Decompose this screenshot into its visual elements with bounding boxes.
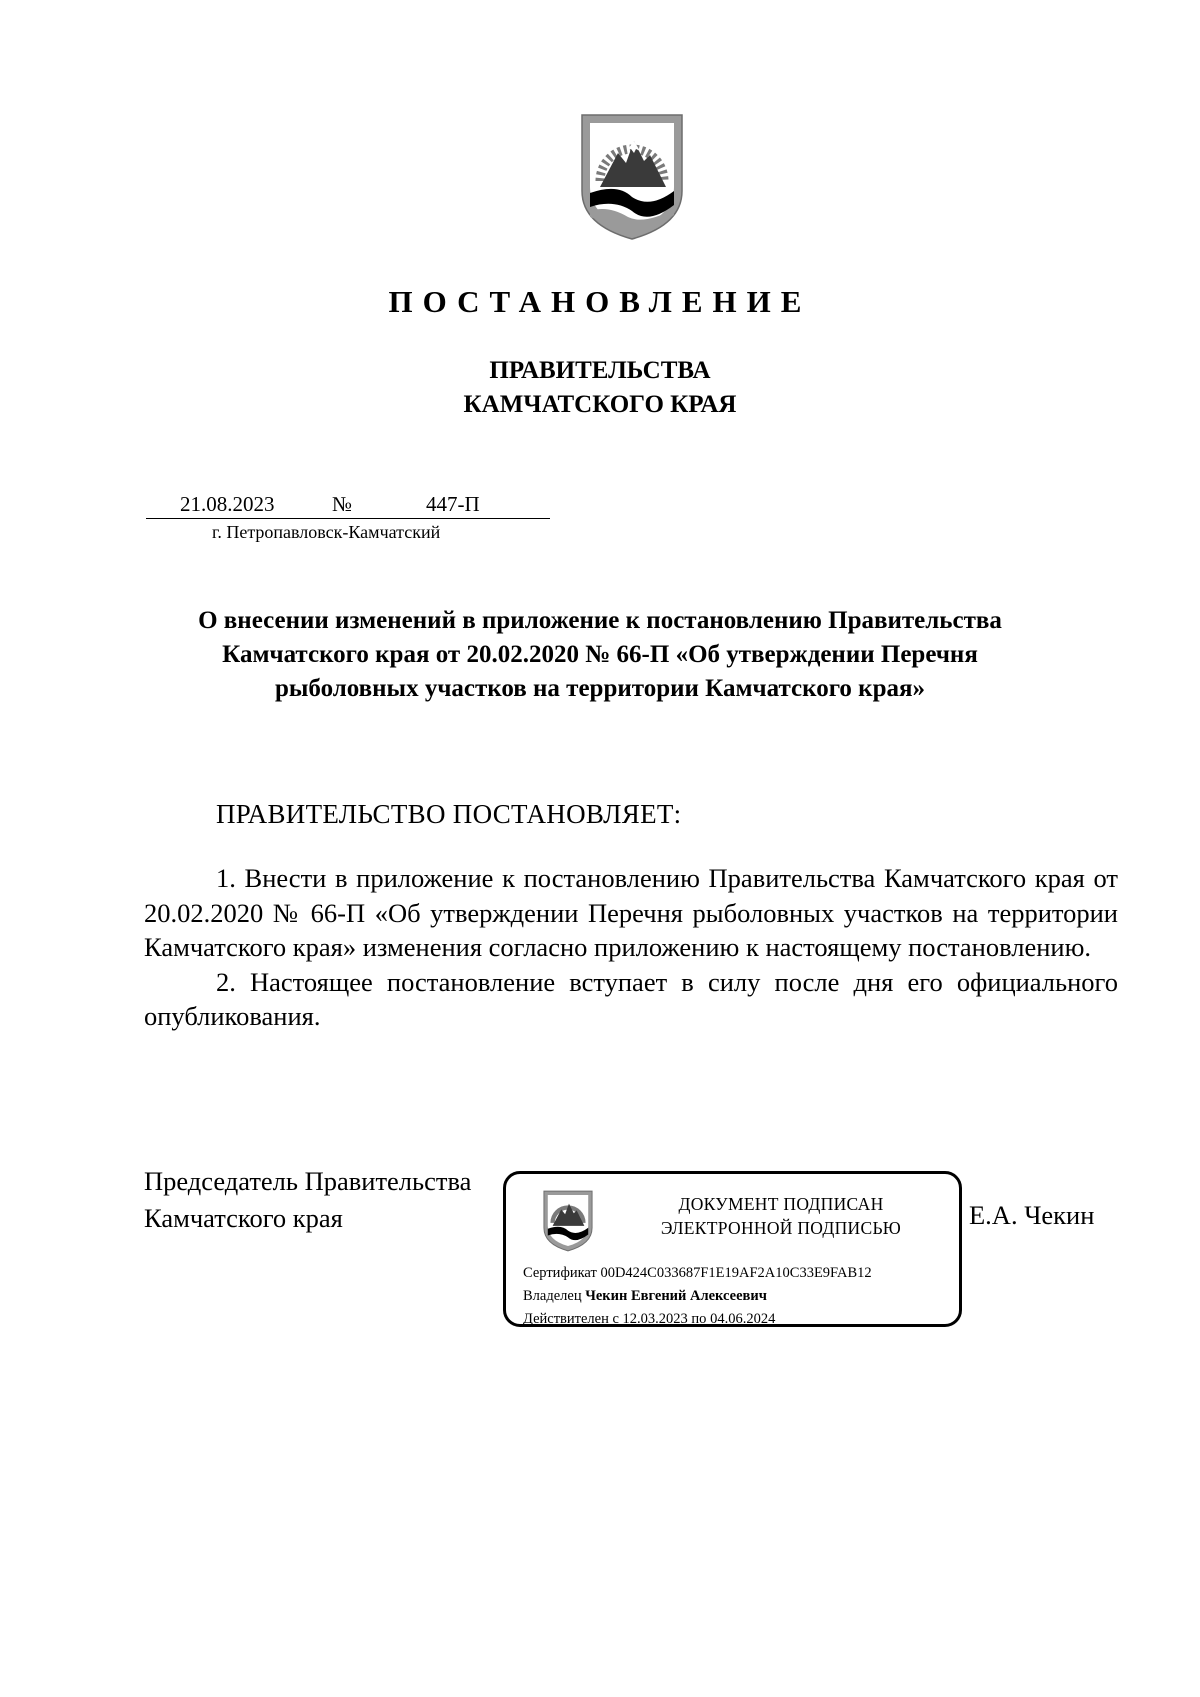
subject-line-1: О внесении изменений в приложение к постановлению Правительства [198, 607, 1002, 634]
subject-line-3: рыболовных участков на территории Камчатского края» [274, 675, 926, 702]
authority-line-1: ПРАВИТЕЛЬСТВА [489, 357, 711, 384]
stamp-title [616, 1192, 946, 1240]
stamp-coat-of-arms-icon [542, 1190, 594, 1252]
coat-of-arms-icon [578, 113, 686, 241]
document-body [144, 861, 1118, 1034]
city: г. Петропавловск-Камчатский [212, 522, 441, 542]
owner-label: Владелец [523, 1288, 582, 1304]
position-line-1: Председатель Правительства [144, 1166, 472, 1196]
document-date: 21.08.2023 [180, 492, 275, 516]
paragraph-1: 1. Внести в приложение к постановлению Правительства Камчатского края от 20.02.2020 № 66-П «Об утверждении Перечня рыболовных участков на территории Камчатского края» изменения согласно приложению к настоящему постановлению. [144, 863, 1118, 962]
validity-label: Действителен с [523, 1311, 619, 1327]
certificate-label: Сертификат [523, 1265, 597, 1281]
signatory-name: Е.А. Чекин [969, 1200, 1095, 1230]
stamp-title-line-2: ЭЛЕКТРОННОЙ ПОДПИСЬЮ [660, 1218, 902, 1238]
authority-line-2: КАМЧАТСКОГО КРАЯ [463, 391, 737, 418]
issuing-authority [0, 354, 1200, 422]
number-sign: № [332, 492, 353, 516]
decree-heading: ПРАВИТЕЛЬСТВО ПОСТАНОВЛЯЕТ: [216, 799, 682, 829]
paragraph-2: 2. Настоящее постановление вступает в силу после дня его официального опубликования. [144, 966, 1118, 1031]
position-line-2: Камчатского края [144, 1203, 343, 1233]
stamp-title-line-1: ДОКУМЕНТ ПОДПИСАН [678, 1194, 884, 1214]
subject-line-2: Камчатского края от 20.02.2020 № 66-П «Об утверждении Перечня [222, 641, 978, 668]
document-number: 447-П [426, 492, 480, 516]
validity-from: 12.03.2023 [622, 1311, 688, 1327]
document-subject [130, 604, 1070, 706]
electronic-signature-stamp [503, 1171, 962, 1327]
validity-to: 04.06.2024 [710, 1311, 776, 1327]
owner-line [523, 1288, 767, 1305]
certificate-value: 00D424C033687F1E19AF2A10C33E9FAB12 [600, 1265, 872, 1281]
owner-value: Чекин Евгений Алексеевич [585, 1288, 767, 1304]
document-type: ПОСТАНОВЛЕНИЕ [388, 284, 812, 319]
validity-separator: по [691, 1311, 707, 1327]
certificate-line [523, 1265, 872, 1282]
date-number-line [146, 491, 550, 519]
validity-line [523, 1311, 775, 1328]
signatory-position [144, 1163, 471, 1237]
